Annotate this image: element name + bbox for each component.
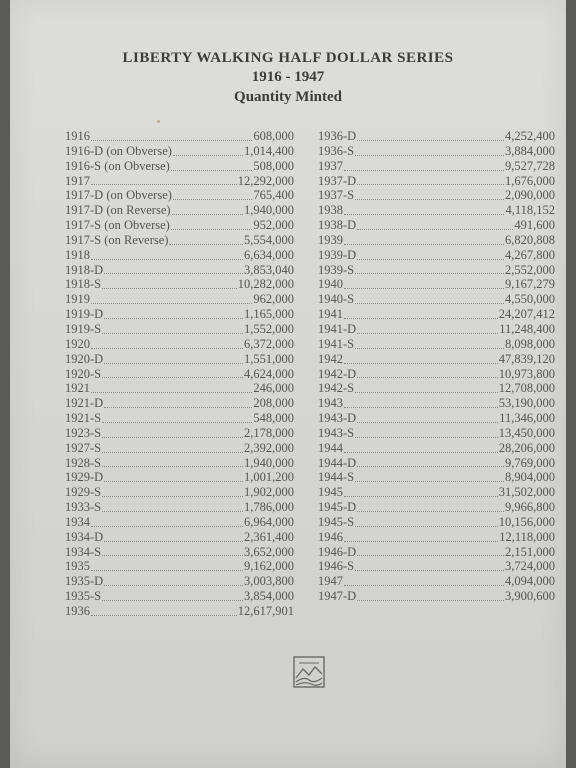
- mint-date: 1921-S: [65, 411, 102, 426]
- mint-quantity: 608,000: [253, 129, 294, 143]
- mint-quantity: 10,282,000: [237, 277, 294, 292]
- dot-leader: [102, 555, 243, 556]
- dot-leader: [91, 526, 243, 527]
- mint-quantity: 1,165,000: [244, 307, 294, 322]
- mintage-list-right: [318, 129, 555, 604]
- mint-quantity: 3,853,040: [244, 262, 294, 277]
- mint-date: 1940-S: [318, 292, 355, 307]
- mint-quantity: 11,346,000: [499, 411, 555, 426]
- mintage-row: [65, 470, 294, 485]
- dot-leader: [102, 452, 243, 453]
- mint-quantity: 4,550,000: [505, 292, 555, 307]
- mintage-row: [65, 411, 294, 426]
- mint-quantity: 9,167,279: [505, 277, 555, 292]
- mintage-row: [318, 485, 555, 500]
- mintage-row: [318, 530, 555, 545]
- mintage-row: [318, 322, 555, 337]
- mint-quantity: 1,001,200: [244, 470, 294, 485]
- dot-leader: [357, 229, 513, 230]
- mint-date: 1929-D: [65, 470, 104, 485]
- mint-date: 1917-D (on Obverse): [65, 188, 172, 203]
- mint-quantity: 4,267,800: [505, 247, 555, 262]
- mintage-list-left: [65, 129, 294, 619]
- mint-date: 1947-D: [318, 589, 357, 604]
- mintage-row: [65, 485, 294, 500]
- mint-date: 1921: [65, 381, 90, 396]
- dot-leader: [344, 585, 504, 586]
- mintage-row: [318, 545, 555, 560]
- mint-date: 1937-D: [318, 173, 357, 188]
- mint-quantity: 3,003,800: [244, 574, 294, 589]
- mint-quantity: 2,090,000: [505, 188, 555, 203]
- mintage-row: [65, 604, 294, 619]
- mint-date: 1943-S: [318, 425, 355, 440]
- dot-leader: [171, 170, 253, 171]
- mintage-row: [65, 292, 294, 307]
- dot-leader: [91, 303, 252, 304]
- mint-quantity: 508,000: [253, 158, 294, 173]
- mintage-row: [65, 144, 294, 159]
- album-page: [10, 0, 566, 768]
- mintage-row: [318, 174, 555, 189]
- mint-quantity: 765,400: [253, 188, 294, 203]
- dot-leader: [355, 481, 504, 482]
- mintage-row: [318, 381, 555, 396]
- mint-date: 1942: [318, 351, 343, 366]
- mint-date: 1940: [318, 277, 343, 292]
- mintage-row: [65, 174, 294, 189]
- dot-leader: [344, 318, 498, 319]
- mint-quantity: 6,820,808: [505, 232, 555, 247]
- mint-quantity: 9,769,000: [505, 455, 555, 470]
- mint-date: 1919-S: [65, 321, 102, 336]
- dot-leader: [104, 585, 243, 586]
- dot-leader: [357, 466, 504, 467]
- mint-date: 1937-S: [318, 188, 355, 203]
- mint-date: 1919-D: [65, 307, 104, 322]
- mint-date: 1927-S: [65, 440, 102, 455]
- dot-leader: [102, 437, 243, 438]
- mint-date: 1934-D: [65, 529, 104, 544]
- mint-date: 1928-S: [65, 455, 102, 470]
- mint-date: 1923-S: [65, 425, 102, 440]
- mint-quantity: 12,118,000: [499, 529, 555, 544]
- mintage-row: [318, 426, 555, 441]
- mint-quantity: 2,392,000: [244, 440, 294, 455]
- mint-quantity: 962,000: [253, 292, 294, 307]
- dot-leader: [102, 466, 243, 467]
- mintage-row: [65, 233, 294, 248]
- dot-leader: [104, 318, 243, 319]
- mint-date: 1918-D: [65, 262, 104, 277]
- mint-quantity: 47,839,120: [498, 351, 555, 366]
- mint-date: 1918: [65, 247, 90, 262]
- dot-leader: [355, 155, 504, 156]
- dot-leader: [104, 363, 243, 364]
- mint-quantity: 9,527,728: [505, 158, 555, 173]
- dot-leader: [357, 600, 504, 601]
- mintage-row: [65, 203, 294, 218]
- dot-leader: [357, 422, 498, 423]
- dot-leader: [102, 422, 252, 423]
- mintage-row: [318, 352, 555, 367]
- mint-quantity: 1,551,000: [244, 351, 294, 366]
- mintage-row: [318, 159, 555, 174]
- mint-date: 1939-S: [318, 262, 355, 277]
- mint-quantity: 1,902,000: [244, 485, 294, 500]
- mint-date: 1935-S: [65, 589, 102, 604]
- mintage-row: [65, 159, 294, 174]
- dot-leader: [344, 363, 498, 364]
- dot-leader: [344, 170, 504, 171]
- mint-date: 1916: [65, 129, 90, 143]
- mint-date: 1942-S: [318, 381, 355, 396]
- dot-leader: [357, 184, 504, 185]
- mintage-row: [318, 129, 555, 144]
- dot-leader: [91, 392, 252, 393]
- mint-quantity: 246,000: [253, 381, 294, 396]
- dot-leader: [173, 155, 243, 156]
- mint-date: 1921-D: [65, 396, 104, 411]
- mint-date: 1934-S: [65, 544, 102, 559]
- mintage-row: [318, 500, 555, 515]
- dot-leader: [91, 259, 243, 260]
- mint-quantity: 53,190,000: [498, 396, 555, 411]
- mintage-row: [65, 574, 294, 589]
- mintage-row: [65, 500, 294, 515]
- mint-quantity: 6,634,000: [244, 247, 294, 262]
- mint-quantity: 12,617,901: [237, 604, 294, 618]
- mint-quantity: 2,151,000: [505, 544, 555, 559]
- mintage-row: [65, 263, 294, 278]
- mint-date: 1941: [318, 307, 343, 322]
- dot-leader: [102, 377, 243, 378]
- mint-date: 1935-D: [65, 574, 104, 589]
- mintage-row: [65, 426, 294, 441]
- dot-leader: [91, 348, 243, 349]
- mint-date: 1946: [318, 529, 343, 544]
- dot-leader: [102, 511, 243, 512]
- mint-quantity: 1,786,000: [244, 500, 294, 515]
- mint-date: 1945-S: [318, 514, 355, 529]
- dot-leader: [344, 244, 504, 245]
- mint-date: 1939-D: [318, 247, 357, 262]
- mint-quantity: 2,178,000: [244, 425, 294, 440]
- dot-leader: [357, 511, 504, 512]
- mintage-row: [65, 277, 294, 292]
- mintage-row: [318, 441, 555, 456]
- mintage-row: [318, 367, 555, 382]
- series-subtitle: Quantity Minted: [234, 89, 342, 105]
- mintage-row: [65, 381, 294, 396]
- mint-quantity: 4,252,400: [505, 129, 555, 143]
- dot-leader: [104, 541, 243, 542]
- mintage-row: [318, 248, 555, 263]
- mint-quantity: 1,552,000: [244, 321, 294, 336]
- mintage-row: [65, 129, 294, 144]
- mint-date: 1920-S: [65, 366, 102, 381]
- mint-date: 1944-S: [318, 470, 355, 485]
- mint-date: 1917-S (on Reverse): [65, 232, 169, 247]
- mint-date: 1941-S: [318, 336, 355, 351]
- dot-leader: [102, 288, 237, 289]
- mintage-row: [318, 203, 555, 218]
- dot-leader: [344, 214, 504, 215]
- mint-date: 1946-D: [318, 544, 357, 559]
- dot-leader: [91, 140, 252, 141]
- mountain-landscape-logo-icon: [293, 656, 325, 688]
- mint-date: 1917: [65, 173, 90, 188]
- mint-quantity: 1,676,000: [505, 173, 555, 188]
- mint-date: 1917-S (on Obverse): [65, 218, 170, 233]
- mint-date: 1918-S: [65, 277, 102, 292]
- dot-leader: [355, 570, 504, 571]
- mintage-row: [318, 144, 555, 159]
- mintage-row: [65, 307, 294, 322]
- mintage-row: [318, 411, 555, 426]
- mint-quantity: 4,094,000: [505, 574, 555, 589]
- dot-leader: [355, 437, 498, 438]
- mintage-row: [65, 396, 294, 411]
- mint-quantity: 4,624,000: [244, 366, 294, 381]
- mintage-row: [318, 456, 555, 471]
- mintage-row: [65, 322, 294, 337]
- mint-quantity: 3,884,000: [505, 143, 555, 158]
- mint-date: 1939: [318, 232, 343, 247]
- mint-date: 1938-D: [318, 218, 357, 233]
- dot-leader: [344, 288, 504, 289]
- mint-quantity: 28,206,000: [498, 440, 555, 455]
- mintage-row: [65, 456, 294, 471]
- mintage-row: [65, 218, 294, 233]
- mintage-row: [65, 367, 294, 382]
- mint-quantity: 12,292,000: [237, 173, 294, 188]
- mintage-row: [65, 337, 294, 352]
- mintage-row: [65, 559, 294, 574]
- mintage-row: [65, 515, 294, 530]
- mint-date: 1938: [318, 203, 343, 218]
- dot-leader: [104, 407, 252, 408]
- mintage-row: [65, 589, 294, 604]
- mint-date: 1937: [318, 158, 343, 173]
- mintage-row: [318, 292, 555, 307]
- dot-leader: [357, 140, 504, 141]
- mint-date: 1936: [65, 604, 90, 618]
- dot-leader: [91, 184, 237, 185]
- dot-leader: [355, 273, 504, 274]
- mint-quantity: 2,552,000: [505, 262, 555, 277]
- mint-quantity: 548,000: [253, 411, 294, 426]
- mint-quantity: 13,450,000: [498, 425, 555, 440]
- mint-date: 1917-D (on Reverse): [65, 203, 171, 218]
- mintage-row: [65, 248, 294, 263]
- mint-quantity: 8,904,000: [505, 470, 555, 485]
- mint-quantity: 5,554,000: [244, 232, 294, 247]
- mint-date: 1943: [318, 396, 343, 411]
- dot-leader: [355, 303, 504, 304]
- dot-leader: [355, 199, 504, 200]
- mint-quantity: 3,652,000: [244, 544, 294, 559]
- dot-leader: [355, 526, 498, 527]
- mintage-row: [65, 441, 294, 456]
- dot-leader: [102, 496, 243, 497]
- mint-date: 1934: [65, 514, 90, 529]
- dot-leader: [91, 570, 243, 571]
- dot-leader: [173, 199, 252, 200]
- mint-quantity: 11,248,400: [499, 321, 555, 336]
- mintage-row: [318, 233, 555, 248]
- mint-quantity: 3,900,600: [505, 589, 555, 604]
- mint-quantity: 3,724,000: [505, 559, 555, 574]
- dot-leader: [104, 273, 243, 274]
- mint-date: 1945: [318, 485, 343, 500]
- mintage-row: [318, 337, 555, 352]
- mint-date: 1916-D (on Obverse): [65, 143, 172, 158]
- mint-quantity: 12,708,000: [498, 381, 555, 396]
- dot-leader: [102, 600, 243, 601]
- mintage-row: [318, 277, 555, 292]
- mint-date: 1946-S: [318, 559, 355, 574]
- mint-date: 1916-S (on Obverse): [65, 158, 170, 173]
- mint-quantity: 952,000: [253, 218, 294, 233]
- mint-date: 1944-D: [318, 455, 357, 470]
- mint-quantity: 4,118,152: [505, 203, 555, 218]
- dot-leader: [357, 555, 504, 556]
- mint-quantity: 24,207,412: [498, 307, 555, 322]
- mint-quantity: 1,014,400: [244, 143, 294, 158]
- mintage-row: [65, 530, 294, 545]
- mint-quantity: 6,372,000: [244, 336, 294, 351]
- series-title: LIBERTY WALKING HALF DOLLAR SERIES: [122, 50, 454, 66]
- dot-leader: [172, 214, 243, 215]
- mint-date: 1920: [65, 336, 90, 351]
- mint-date: 1920-D: [65, 351, 104, 366]
- mintage-row: [318, 574, 555, 589]
- dot-leader: [355, 348, 504, 349]
- dot-leader: [91, 615, 237, 616]
- dot-leader: [169, 244, 243, 245]
- mintage-row: [65, 188, 294, 203]
- dot-leader: [355, 392, 498, 393]
- dot-leader: [344, 452, 498, 453]
- mint-quantity: 9,162,000: [244, 559, 294, 574]
- mint-quantity: 2,361,400: [244, 529, 294, 544]
- mint-date: 1945-D: [318, 500, 357, 515]
- mintage-row: [65, 545, 294, 560]
- mint-date: 1935: [65, 559, 90, 574]
- mintage-row: [65, 352, 294, 367]
- mint-quantity: 1,940,000: [244, 203, 294, 218]
- mint-quantity: 9,966,800: [505, 500, 555, 515]
- mintage-row: [318, 263, 555, 278]
- dot-leader: [344, 541, 498, 542]
- mint-date: 1936-S: [318, 143, 355, 158]
- paper-speck: [157, 120, 160, 123]
- mint-date: 1936-D: [318, 129, 357, 143]
- mint-date: 1947: [318, 574, 343, 589]
- mint-date: 1943-D: [318, 411, 357, 426]
- mint-quantity: 1,940,000: [244, 455, 294, 470]
- mint-date: 1929-S: [65, 485, 102, 500]
- dot-leader: [104, 481, 243, 482]
- mint-date: 1919: [65, 292, 90, 307]
- mint-quantity: 10,156,000: [498, 514, 555, 529]
- mint-date: 1942-D: [318, 366, 357, 381]
- dot-leader: [102, 333, 243, 334]
- mint-date: 1941-D: [318, 321, 357, 336]
- mintage-row: [318, 470, 555, 485]
- dot-leader: [357, 333, 498, 334]
- series-years: 1916 - 1947: [251, 69, 325, 85]
- mint-quantity: 491,600: [514, 218, 555, 233]
- mint-quantity: 6,964,000: [244, 514, 294, 529]
- mintage-row: [318, 396, 555, 411]
- mint-quantity: 208,000: [253, 396, 294, 411]
- mint-date: 1933-S: [65, 500, 102, 515]
- mint-date: 1944: [318, 440, 343, 455]
- mintage-row: [318, 515, 555, 530]
- mint-quantity: 10,973,800: [498, 366, 555, 381]
- dot-leader: [344, 496, 498, 497]
- mintage-row: [318, 188, 555, 203]
- dot-leader: [357, 377, 498, 378]
- mint-quantity: 3,854,000: [244, 589, 294, 604]
- mintage-row: [318, 218, 555, 233]
- dot-leader: [171, 229, 253, 230]
- mintage-row: [318, 559, 555, 574]
- mint-quantity: 8,098,000: [505, 336, 555, 351]
- mint-quantity: 31,502,000: [498, 485, 555, 500]
- mintage-row: [318, 589, 555, 604]
- dot-leader: [357, 259, 504, 260]
- dot-leader: [344, 407, 498, 408]
- mintage-row: [318, 307, 555, 322]
